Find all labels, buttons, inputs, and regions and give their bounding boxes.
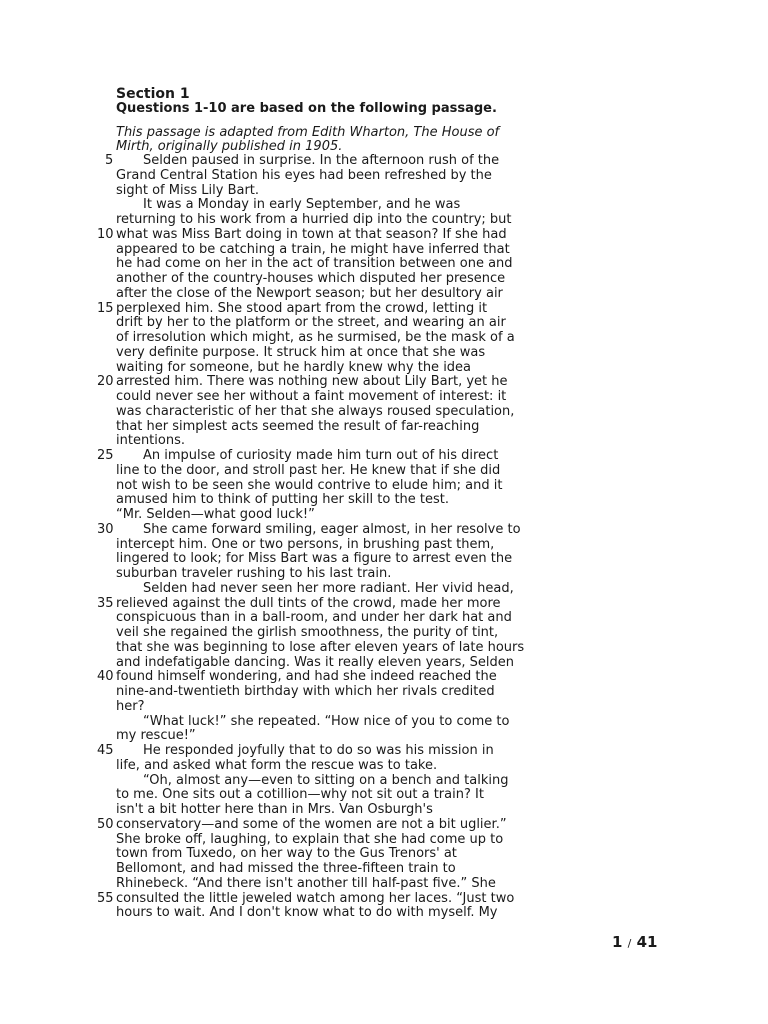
- passage-text: lingered to look; for Miss Bart was a figure to arrest even the: [116, 551, 513, 567]
- passage-line: [97, 257, 557, 272]
- passage-text: after the close of the Newport season; but her desultory air: [116, 285, 503, 301]
- passage-line: [97, 670, 557, 685]
- passage-line: [97, 449, 557, 464]
- passage-line: [97, 582, 557, 597]
- passage-text: very definite purpose. It struck him at once that she was: [116, 344, 486, 360]
- line-number: 40: [97, 669, 114, 685]
- line-number: 20: [97, 374, 114, 390]
- line-number: 35: [97, 595, 114, 611]
- passage-text: life, and asked what form the rescue was to take.: [116, 757, 438, 773]
- passage-text: what was Miss Bart doing in town at that season? If she had: [116, 226, 507, 242]
- passage-text: conspicuous than in a ball-room, and under her dark hat and: [116, 610, 512, 626]
- passage-text: to me. One sits out a cotillion—why not sit out a train? It: [116, 787, 484, 803]
- passage-text: and indefatigable dancing. Was it really eleven years, Selden: [116, 654, 514, 670]
- page-indicator: [612, 933, 658, 951]
- line-number: 50: [97, 816, 114, 832]
- passage-text: Grand Central Station his eyes had been refreshed by the: [116, 167, 492, 183]
- passage-line: [97, 272, 557, 287]
- passage-line: [97, 420, 557, 435]
- passage-line: [97, 656, 557, 671]
- passage-text: returning to his work from a hurried dip into the country; but: [116, 212, 512, 227]
- passage-text: “Mr. Selden—what good luck!”: [116, 507, 315, 522]
- passage-line: [97, 346, 557, 361]
- passage-text: veil she regained the girlish smoothness, the purity of tint,: [116, 625, 499, 640]
- passage-line: [97, 641, 557, 656]
- passage-text: suburban traveler rushing to his last train.: [116, 566, 392, 581]
- passage-line: [97, 287, 557, 302]
- passage-line: [97, 552, 557, 567]
- passage-line: [97, 803, 557, 818]
- passage-text: perplexed him. She stood apart from the crowd, letting it: [116, 300, 488, 316]
- passage-line: [97, 375, 557, 390]
- passage-text: relieved against the dull tints of the crowd, made her more: [116, 595, 501, 611]
- passage-line: [97, 184, 557, 199]
- passage-text: my rescue!”: [116, 728, 196, 744]
- passage-text: consulted the little jeweled watch among her laces. “Just two: [116, 890, 515, 906]
- line-number: 10: [97, 226, 114, 242]
- passage-text: conservatory—and some of the women are not a bit uglier.”: [116, 816, 507, 832]
- passage-text: “Oh, almost any—even to sitting on a bench and talking: [143, 772, 509, 788]
- page-separator: /: [627, 937, 632, 950]
- line-number: 30: [97, 521, 114, 537]
- passage-line: [97, 700, 557, 715]
- passage-line: [97, 877, 557, 892]
- passage-text: hours to wait. And I don't know what to do with myself. My: [116, 905, 498, 921]
- passage-line: [97, 759, 557, 774]
- passage-line: [97, 597, 557, 612]
- passage-line: [97, 243, 557, 258]
- line-number: 45: [97, 743, 114, 758]
- passage-line: [97, 906, 557, 921]
- passage-line: [97, 331, 557, 346]
- line-number: 15: [97, 300, 114, 316]
- passage-line: [97, 833, 557, 848]
- passage-text: He responded joyfully that to do so was his mission in: [143, 743, 494, 758]
- passage-text: that she was beginning to lose after eleven years of late hours: [116, 639, 525, 655]
- passage-text: nine-and-twentieth birthday with which her rivals credited: [116, 684, 495, 699]
- passage-text: isn't a bit hotter here than in Mrs. Van Osburgh's: [116, 802, 433, 817]
- passage-text: line to the door, and stroll past her. He knew that if she did: [116, 462, 501, 478]
- passage-line: [97, 862, 557, 877]
- passage-line: [97, 685, 557, 700]
- passage-line: [97, 198, 557, 213]
- intro-line: Mirth, originally published in 1905.: [116, 139, 343, 154]
- passage-text: Selden paused in surprise. In the afternoon rush of the: [143, 153, 500, 168]
- passage-text: drift by her to the platform or the street, and wearing an air: [116, 315, 506, 331]
- passage-line: [97, 626, 557, 641]
- passage-line: [97, 434, 557, 449]
- passage-line: [97, 892, 557, 907]
- passage-line: [97, 464, 557, 479]
- passage-line: [97, 361, 557, 376]
- section-title: Section 1: [116, 86, 190, 102]
- passage-text: She came forward smiling, eager almost, in her resolve to: [143, 521, 521, 537]
- passage-line: [97, 744, 557, 759]
- passage-line: [97, 493, 557, 508]
- passage-text: Rhinebeck. “And there isn't another till half-past five.” She: [116, 875, 496, 891]
- passage-text: An impulse of curiosity made him turn out of his direct: [143, 448, 499, 463]
- passage: [97, 154, 557, 921]
- passage-text: arrested him. There was nothing new about Lily Bart, yet he: [116, 374, 508, 390]
- passage-text: was characteristic of her that she always roused speculation,: [116, 403, 515, 419]
- passage-line: [97, 390, 557, 405]
- line-number: 5: [105, 153, 114, 168]
- passage-line: [97, 213, 557, 228]
- current-page: 1: [612, 933, 623, 951]
- passage-line: [97, 538, 557, 553]
- passage-line: [97, 729, 557, 744]
- passage-text: amused him to think of putting her skill to the test.: [116, 492, 450, 508]
- passage-text: intentions.: [116, 433, 185, 449]
- passage-line: [97, 788, 557, 803]
- passage-line: [97, 316, 557, 331]
- passage-line: [97, 302, 557, 317]
- passage-text: could never see her without a faint movement of interest: it: [116, 389, 507, 404]
- passage-line: [97, 479, 557, 494]
- passage-line: [97, 847, 557, 862]
- passage-text: town from Tuxedo, on her way to the Gus Trenors' at: [116, 846, 457, 862]
- passage-line: [97, 508, 557, 523]
- passage-line: [97, 611, 557, 626]
- passage-line: [97, 228, 557, 243]
- intro-line: This passage is adapted from Edith Wharton, The House of: [116, 125, 500, 140]
- passage-text: he had come on her in the act of transition between one and: [116, 256, 513, 272]
- passage-text: her?: [116, 698, 145, 714]
- passage-text: waiting for someone, but he hardly knew why the idea: [116, 359, 472, 375]
- passage-line: [97, 774, 557, 789]
- passage-line: [97, 154, 557, 169]
- passage-text: It was a Monday in early September, and he was: [143, 197, 461, 213]
- passage-text: Selden had never seen her more radiant. Her vivid head,: [143, 580, 514, 596]
- passage-line: [97, 169, 557, 184]
- line-number: 55: [97, 890, 114, 906]
- passage-line: [97, 715, 557, 730]
- passage-text: of irresolution which might, as he surmised, be the mask of a: [116, 330, 515, 345]
- passage-text: sight of Miss Lily Bart.: [116, 182, 260, 198]
- passage-text: not wish to be seen she would contrive to elude him; and it: [116, 477, 503, 493]
- passage-text: that her simplest acts seemed the result of far-reaching: [116, 418, 480, 434]
- passage-line: [97, 523, 557, 538]
- passage-text: another of the country-houses which disputed her presence: [116, 271, 506, 286]
- passage-text: found himself wondering, and had she indeed reached the: [116, 669, 497, 685]
- passage-text: Bellomont, and had missed the three-fifteen train to: [116, 861, 456, 876]
- section-subtitle: Questions 1-10 are based on the following passage.: [116, 101, 497, 116]
- passage-text: appeared to be catching a train, he might have inferred that: [116, 241, 510, 257]
- line-number: 25: [97, 448, 114, 463]
- passage-line: [97, 818, 557, 833]
- passage-line: [97, 567, 557, 582]
- passage-text: “What luck!” she repeated. “How nice of you to come to: [143, 713, 510, 729]
- passage-text: She broke off, laughing, to explain that she had come up to: [116, 831, 504, 847]
- passage-line: [97, 405, 557, 420]
- total-pages: 41: [636, 933, 658, 951]
- passage-text: intercept him. One or two persons, in brushing past them,: [116, 536, 495, 552]
